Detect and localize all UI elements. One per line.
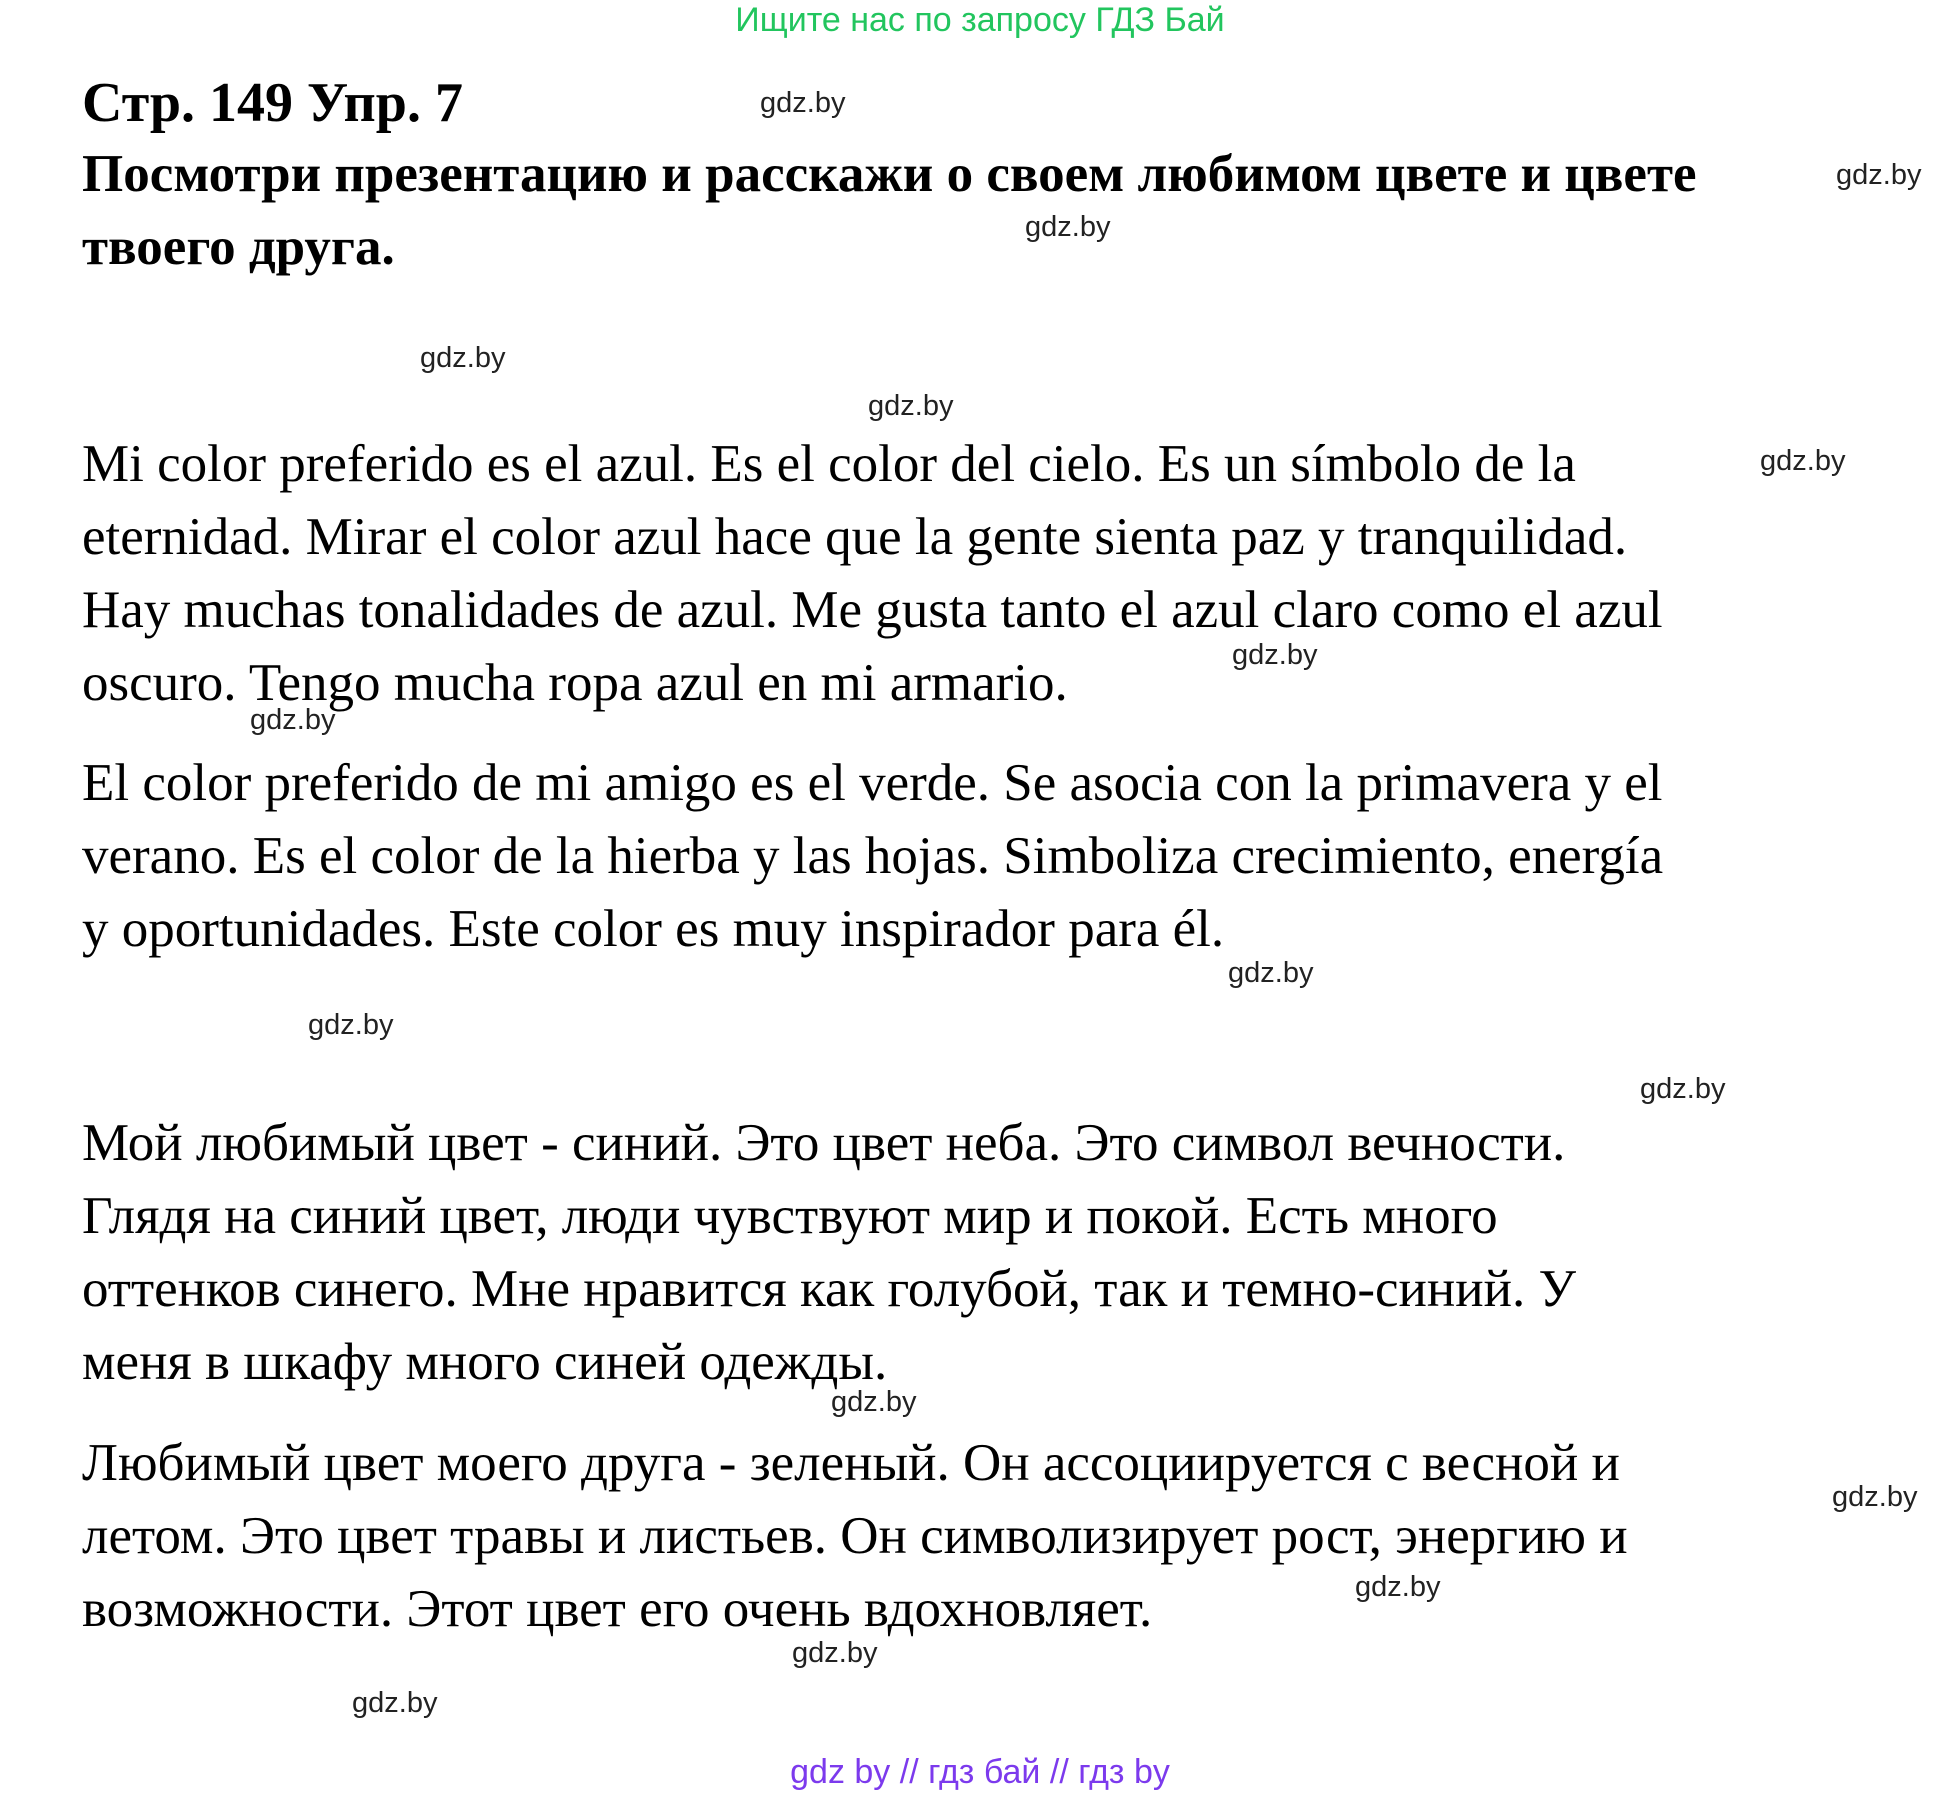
paragraph-russian-1 [82,1107,1882,1399]
paragraph-russian-2 [82,1427,1882,1646]
text-line: Hay muchas tonalidades de azul. Me gusta tanto el azul claro como el azul [82,581,1663,639]
text-line: Mi color preferido es el azul. Es el color del cielo. Es un símbolo de la [82,435,1576,493]
watermark: gdz.by [1832,1481,1918,1513]
watermark: gdz.by [1640,1073,1726,1105]
page-title: Стр. 149 Упр. 7 [82,72,463,134]
task-instructions: Посмотри презентацию и расскажи о своем любимом цвете и цвете твоего друга. [82,145,1697,276]
watermark: gdz.by [250,704,336,736]
watermark: gdz.by [868,390,954,422]
paragraph-spanish-1 [82,428,1882,720]
watermark: gdz.by [1025,211,1111,243]
text-line: verano. Es el color de la hierba y las hojas. Simboliza crecimiento, energía [82,827,1664,885]
text-line: летом. Это цвет травы и листьев. Он символизирует рост, энергию и [82,1507,1628,1565]
watermark: gdz.by [792,1637,878,1669]
text-line: El color preferido de mi amigo es el verde. Se asocia con la primavera y el [82,754,1663,812]
watermark: gdz.by [760,87,846,119]
text-line: y oportunidades. Este color es muy inspirador para él. [82,900,1225,958]
text-line: eternidad. Mirar el color azul hace que la gente sienta paz y tranquilidad. [82,508,1628,566]
paragraph-spanish-2 [82,747,1882,966]
text-line: меня в шкафу много синей одежды. [82,1333,888,1391]
text-line: Любимый цвет моего друга - зеленый. Он ассоциируется с весной и [82,1434,1620,1492]
watermark: gdz.by [308,1009,394,1041]
text-line: возможности. Этот цвет его очень вдохновляет. [82,1580,1153,1638]
watermark: gdz.by [1232,639,1318,671]
text-line: оттенков синего. Мне нравится как голубой, так и темно-синий. У [82,1260,1576,1318]
watermark: gdz.by [420,342,506,374]
text-line: Глядя на синий цвет, люди чувствуют мир и покой. Есть много [82,1187,1498,1245]
text-line: Мой любимый цвет - синий. Это цвет неба. Это символ вечности. [82,1114,1566,1172]
watermark: gdz.by [352,1687,438,1719]
watermark: gdz.by [1836,159,1922,191]
text-line: oscuro. Tengo mucha ropa azul en mi armario. [82,654,1068,712]
search-banner: Ищите нас по запросу ГДЗ Бай [735,1,1225,39]
watermark: gdz.by [1760,445,1846,477]
footer-links: gdz by // гдз бай // гдз by [790,1753,1170,1791]
watermark: gdz.by [1228,957,1314,989]
watermark: gdz.by [831,1386,917,1418]
watermark: gdz.by [1355,1571,1441,1603]
